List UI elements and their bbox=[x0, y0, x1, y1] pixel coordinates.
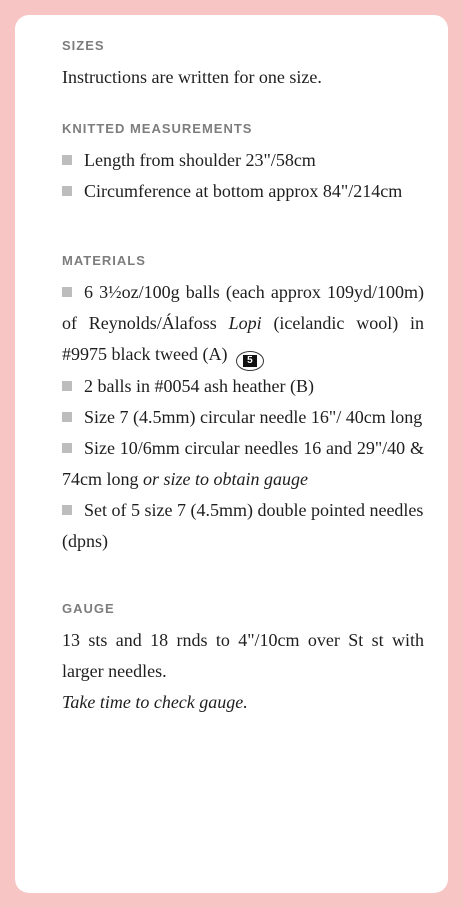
material-item-circular-needle-small: Size 7 (4.5mm) circular needle 16"/ 40cm long bbox=[62, 402, 424, 433]
bullet-icon bbox=[62, 412, 72, 422]
measurements-heading: KNITTED MEASUREMENTS bbox=[62, 121, 253, 136]
bullet-icon bbox=[62, 155, 72, 165]
bullet-icon bbox=[62, 287, 72, 297]
material-item-circular-needles-large: Size 10/6mm circular needles 16 and 29"/40 & 74cm long or size to obtain gauge bbox=[62, 438, 424, 489]
material-item-dpns: Set of 5 size 7 (4.5mm) double pointed needles (dpns) bbox=[62, 500, 424, 551]
gauge-note: Take time to check gauge. bbox=[62, 692, 248, 712]
sizes-text: Instructions are written for one size. bbox=[62, 67, 322, 87]
bullet-icon bbox=[62, 381, 72, 391]
measurement-length: Length from shoulder 23"/58cm bbox=[62, 145, 424, 176]
gauge-text: 13 sts and 18 rnds to 4"/10cm over St st with larger needles. bbox=[62, 630, 424, 681]
bullet-icon bbox=[62, 505, 72, 515]
material-item-yarn-b: 2 balls in #0054 ash heather (B) bbox=[62, 371, 424, 402]
material-item-yarn-a: 6 3½oz/100g balls (each approx 109yd/100m) of Reynolds/Álafoss Lopi (icelandic wool) in #9975 black tweed (A) 5 bbox=[62, 277, 424, 371]
gauge-heading: GAUGE bbox=[62, 601, 115, 616]
measurement-circumference: Circumference at bottom approx 84"/214cm bbox=[62, 176, 424, 207]
bullet-icon bbox=[62, 186, 72, 196]
sizes-heading: SIZES bbox=[62, 38, 105, 53]
bullet-icon bbox=[62, 443, 72, 453]
materials-heading: MATERIALS bbox=[62, 253, 146, 268]
pattern-card bbox=[15, 15, 448, 893]
yarn-weight-icon: 5 bbox=[236, 351, 264, 371]
